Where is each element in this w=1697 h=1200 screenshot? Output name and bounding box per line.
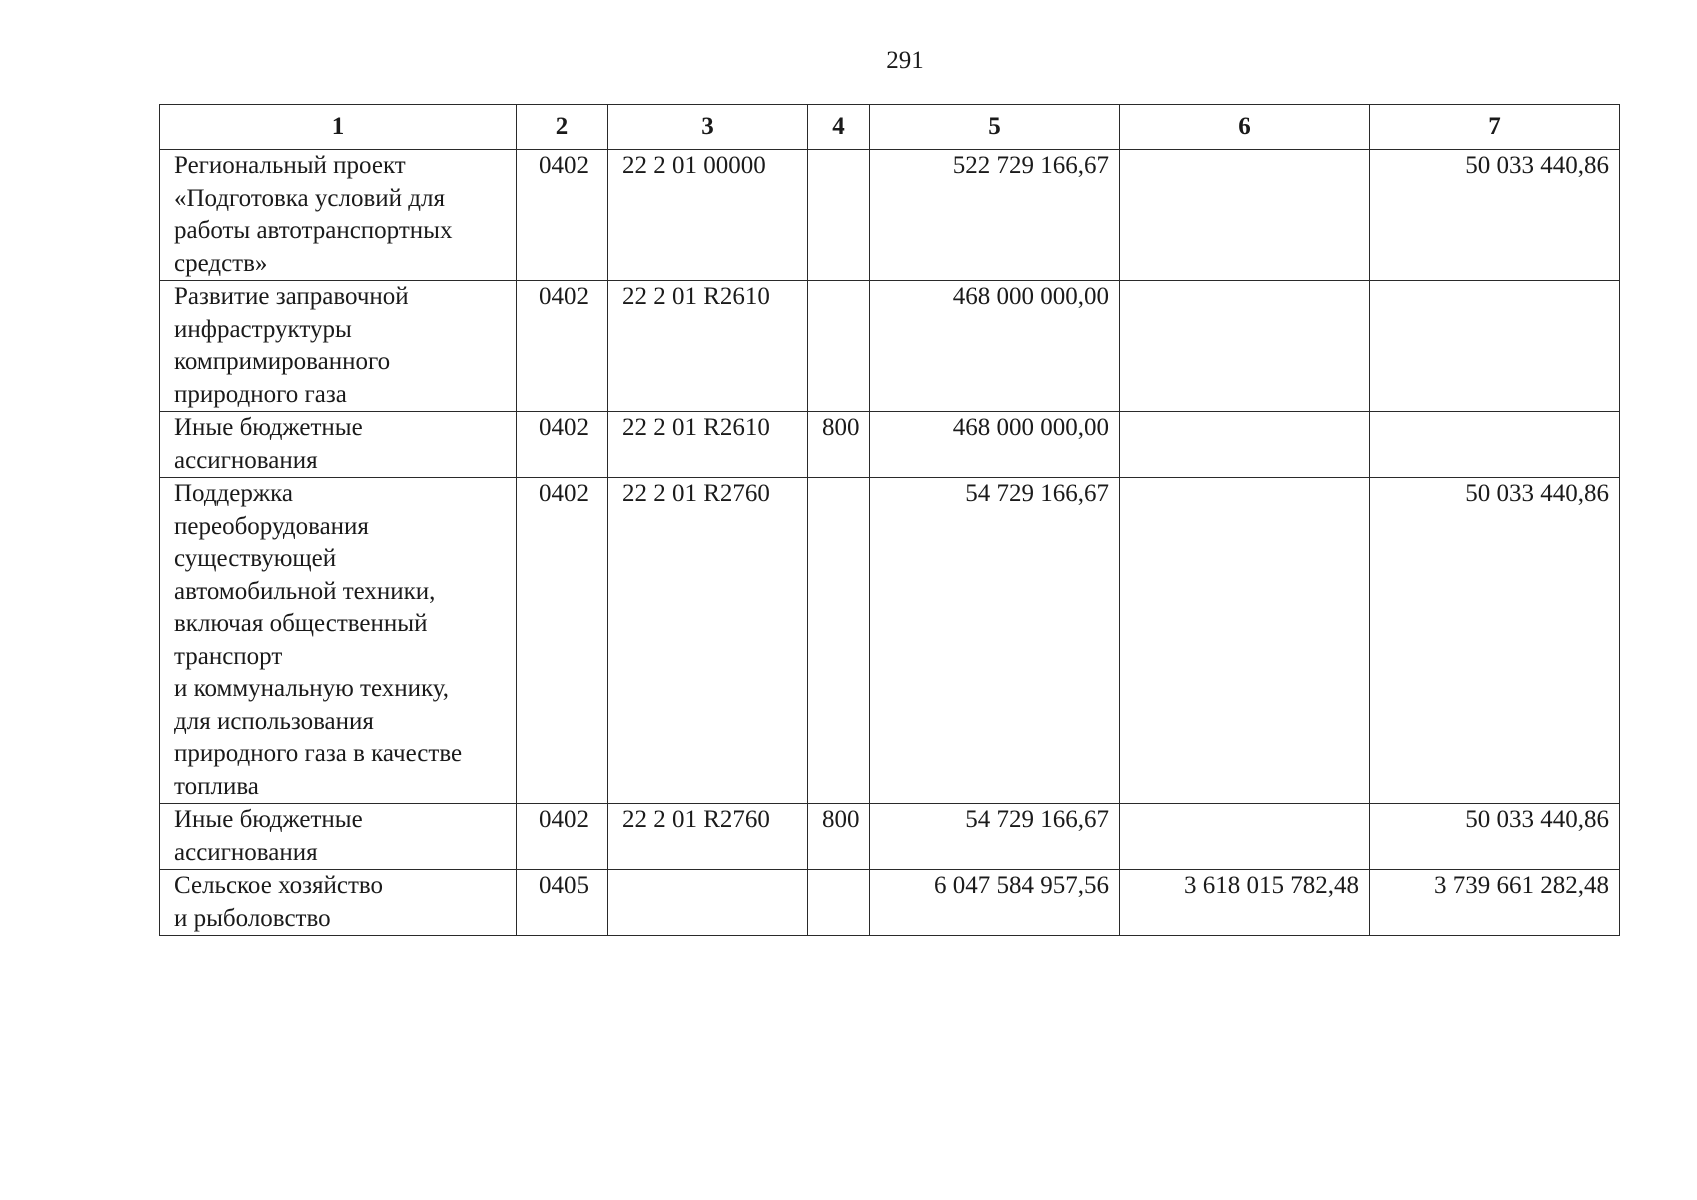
- row-name-line: переоборудования: [174, 512, 369, 540]
- amount-col5-cell: 54 729 166,67: [870, 478, 1120, 804]
- target-code-cell: 22 2 01 R2760: [608, 804, 808, 870]
- column-header-2: 2: [517, 105, 608, 150]
- row-name-line: для использования: [174, 707, 374, 735]
- row-name-cell: [160, 281, 517, 412]
- amount-col6-cell: 3 618 015 782,48: [1120, 870, 1370, 936]
- amount-col6-cell: [1120, 150, 1370, 281]
- expense-type-cell: 800: [808, 804, 870, 870]
- amount-col7-cell: 50 033 440,86: [1370, 478, 1620, 804]
- section-code-cell: 0402: [517, 412, 608, 478]
- target-code-cell: 22 2 01 R2610: [608, 281, 808, 412]
- target-code-cell: [608, 870, 808, 936]
- expense-type-cell: 800: [808, 412, 870, 478]
- amount-col7-cell: 50 033 440,86: [1370, 150, 1620, 281]
- header-row: [160, 105, 1620, 150]
- table-row: [160, 870, 1620, 936]
- table-row: [160, 412, 1620, 478]
- row-name-line: природного газа: [174, 380, 347, 408]
- row-name-cell: [160, 870, 517, 936]
- amount-col6-cell: [1120, 478, 1370, 804]
- expense-type-cell: [808, 478, 870, 804]
- target-code-cell: 22 2 01 00000: [608, 150, 808, 281]
- row-name-line: природного газа в качестве: [174, 740, 463, 767]
- column-header-1: 1: [160, 105, 517, 150]
- expense-type-cell: [808, 281, 870, 412]
- amount-col7-cell: [1370, 281, 1620, 412]
- row-name-line: существующей: [174, 545, 337, 572]
- amount-col5-cell: 468 000 000,00: [870, 281, 1120, 412]
- row-name-line: Иные бюджетные: [174, 414, 363, 441]
- section-code-cell: 0402: [517, 150, 608, 281]
- amount-col6-cell: [1120, 804, 1370, 870]
- table-row: [160, 804, 1620, 870]
- budget-table: [159, 104, 1620, 936]
- row-name-line: включая общественный: [174, 610, 428, 637]
- row-name-line: ассигнования: [174, 838, 318, 866]
- row-name-cell: [160, 804, 517, 870]
- amount-col7-cell: 50 033 440,86: [1370, 804, 1620, 870]
- table-row: [160, 281, 1620, 412]
- target-code-cell: 22 2 01 R2760: [608, 478, 808, 804]
- row-name-line: Иные бюджетные: [174, 806, 363, 833]
- amount-col5-cell: 522 729 166,67: [870, 150, 1120, 281]
- amount-col6-cell: [1120, 281, 1370, 412]
- row-name-line: ассигнования: [174, 446, 318, 474]
- amount-col7-cell: [1370, 412, 1620, 478]
- amount-col5-cell: 6 047 584 957,56: [870, 870, 1120, 936]
- expense-type-cell: [808, 870, 870, 936]
- row-name-line: топлива: [174, 772, 259, 800]
- section-code-cell: 0405: [517, 870, 608, 936]
- row-name-line: и рыболовство: [174, 904, 331, 932]
- amount-col5-cell: 468 000 000,00: [870, 412, 1120, 478]
- column-header-3: 3: [608, 105, 808, 150]
- expense-type-cell: [808, 150, 870, 281]
- column-header-5: 5: [870, 105, 1120, 150]
- row-name-line: «Подготовка условий для: [174, 184, 445, 212]
- row-name-line: автомобильной техники,: [174, 577, 436, 605]
- row-name-line: Развитие заправочной: [174, 283, 409, 310]
- table-body: [160, 150, 1620, 936]
- row-name-cell: [160, 478, 517, 804]
- row-name-line: Поддержка: [174, 480, 294, 507]
- row-name-line: средств»: [174, 249, 268, 277]
- target-code-cell: 22 2 01 R2610: [608, 412, 808, 478]
- section-code-cell: 0402: [517, 804, 608, 870]
- row-name-line: Региональный проект: [174, 152, 406, 179]
- column-header-6: 6: [1120, 105, 1370, 150]
- row-name-line: компримированного: [174, 348, 391, 375]
- amount-col5-cell: 54 729 166,67: [870, 804, 1120, 870]
- table-row: [160, 150, 1620, 281]
- column-header-4: 4: [808, 105, 870, 150]
- row-name-line: работы автотранспортных: [174, 217, 453, 244]
- section-code-cell: 0402: [517, 281, 608, 412]
- section-code-cell: 0402: [517, 478, 608, 804]
- row-name-line: инфраструктуры: [174, 315, 352, 343]
- row-name-cell: [160, 150, 517, 281]
- amount-col7-cell: 3 739 661 282,48: [1370, 870, 1620, 936]
- page-number: 291: [886, 47, 924, 74]
- row-name-line: и коммунальную технику,: [174, 675, 450, 702]
- table-row: [160, 478, 1620, 804]
- row-name-cell: [160, 412, 517, 478]
- column-header-7: 7: [1370, 105, 1620, 150]
- amount-col6-cell: [1120, 412, 1370, 478]
- row-name-line: Сельское хозяйство: [174, 872, 384, 899]
- row-name-line: транспорт: [174, 642, 283, 670]
